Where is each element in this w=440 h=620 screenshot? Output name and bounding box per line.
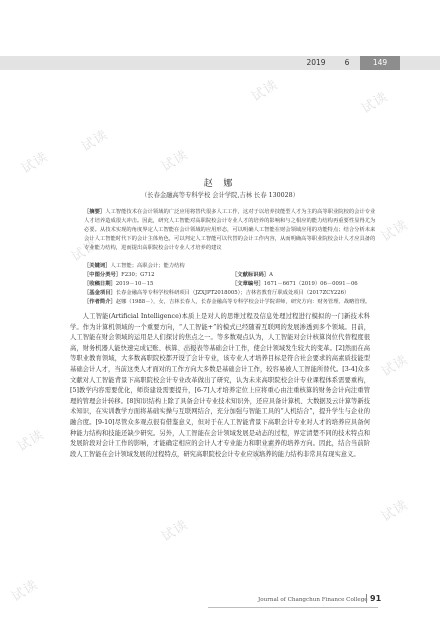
article-meta: [84, 262, 380, 307]
abstract: [84, 208, 380, 253]
watermark: 试读: [249, 437, 281, 465]
watermark: 试读: [159, 517, 191, 545]
keywords: 人工智能；高职会计；能力结构: [110, 263, 185, 269]
footer-rule: [208, 607, 378, 608]
watermark: 试读: [379, 217, 411, 245]
fund-project: 长春金融高等专科学校科研项目（JZXJPT2018005）；吉林省教育厅职成处项目（2017ZCY226）: [115, 289, 350, 296]
watermark: 试读: [159, 147, 191, 175]
article-body: [70, 312, 370, 460]
doc-code: A: [269, 271, 273, 278]
watermark: 试读: [379, 352, 411, 380]
author-name: 赵 娜: [203, 179, 237, 189]
watermark: 试读: [19, 149, 51, 177]
watermark: 试读: [9, 577, 41, 605]
issue-number: 6: [344, 58, 350, 67]
doc-code-label: ［文献标识码］: [232, 271, 270, 278]
watermark: 试读: [79, 127, 111, 155]
watermark: 试读: [379, 497, 411, 525]
abstract-label: ［摘要］: [84, 209, 106, 215]
watermark: 试读: [15, 427, 47, 455]
journal-name: Journal of Changchun Finance College: [258, 597, 368, 603]
fund-label: ［基金项目］: [84, 289, 116, 296]
article-no-label: ［文章编号］: [232, 280, 264, 287]
keywords-label: ［关键词］: [84, 263, 111, 269]
abstract-text: 人工智能技术在会计领域的广泛应用将替代很多人工工作，这对于以培养技能型人才为主的高等职业院校的会计专业人才培养造成很大冲击。因此，研究人工智能对高职院校会计专业人才的培养的影响和与之相应的能力结构再重要性显得尤为必要。从技术实现的角度界定人工智能在会计领域的应用形态，可以明确人工智能在财会领域应用的功能特点；结合分析未来会计人工智能时代下的会计主体角色，可以判定人工智能可以代替的会计工作内容，从而明确高等职业院校会计人才应具备的专业能力结构，进而提出高职院校会计专业人才培养的建议: [84, 209, 376, 251]
received-label: ［收稿日期］: [84, 280, 116, 287]
watermark: 试读: [359, 89, 391, 117]
watermark: 试读: [249, 77, 281, 105]
author-bio: 赵娜（1988－），女，吉林长春人，长春金融高等专科学校会计学院讲师，研究方向：财务管理、战略管理。: [115, 298, 371, 305]
clc-label: ［中图分类号］: [84, 271, 122, 278]
issue-year: 2019: [306, 58, 326, 67]
watermark: 试读: [175, 337, 207, 365]
author-affiliation: （长春金融高等专科学校 会计学院,吉林 长春 130028）: [141, 192, 299, 199]
total-issue-number: 149: [360, 56, 400, 70]
watermark: 试读: [69, 237, 101, 265]
bio-label: ［作者简介］: [84, 298, 116, 305]
body-paragraph: 人工智能(Artificial Intelligence)本质上是对人的思维过程及信息处理过程进行模拟的一门新技术科学。作为计算机领域的一个重要方向，“人工智能+”的模式已经随着互联网的发展渗透到多个领域。目前，人工智能在财会领域的运用是人们探讨的焦点之一。等多数观点认为，人工智能对会计核算岗位代替程度很高，财务机器人能快速完成记账、核算、出报表等基础会计工作，使会计领域发生较大的变革。[2]然而在高等职业教育领域，大多数高职院校都开设了会计专业，该专业人才培养目标是符合社会要求的高素质技能型基础会计人才，当前这类人才面对的工作方向大多数是基础会计工作，较容易被人工智能所替代。[3-4]众多文献对人工智能背景下高职院校会计专业改革做出了研究，认为未来高职院校会计专业课程体系需要重构，[5]教学内容需要优化，师资建设需要提升，[6-7]人才培养定位上应将重心由注重核算的财务会计向注重管理的管理会计转移。[8]知识结构上除了具备会计专业技术知识外，还应具备计算机、大数据及云计算等新技术知识，在实训教学方面将基础实操与互联网结合，充分加强与智能工具的“人机结合”，提升学生与企业的融合度。[9-10]尽管众多观点很有借鉴意义，但对于在人工智能背景下高职会计专业对人才的培养应具备何种能力结构和技能还缺少研究。另外，人工智能在会计领域发展是动态的过程，界定清楚不同的技术特点和发展阶段对会计工作的影响，才能确定相应的会计人才专业能力和职业素养的培养方向。因此，结合当前阶段人工智能在会计领域发展的过程特点，研究高职院校会计专业应该培养的能力结构非常具有现实意义。: [70, 313, 371, 458]
clc-number: F230；G712: [121, 271, 155, 278]
article-number: 1671－6671（2019）06－0091－06: [263, 280, 358, 287]
received-date: 2019－10－15: [115, 280, 154, 287]
page-number: 91: [366, 594, 382, 603]
